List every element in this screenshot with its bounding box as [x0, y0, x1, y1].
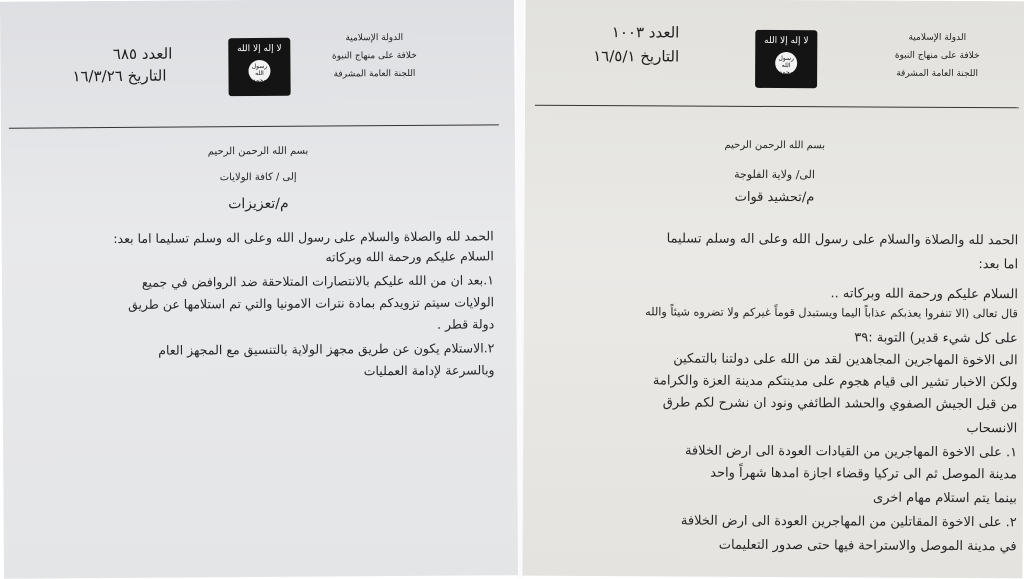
document-right	[522, 0, 1024, 578]
committee-name: اللجنة العامة المشرفة	[896, 68, 979, 80]
body-line: على كل شيء قدير) التوبة :٣٩	[854, 330, 1018, 347]
header-org-block	[877, 29, 997, 84]
header-divider	[535, 105, 1019, 109]
basmala: بسم الله الرحمن الرحيم	[207, 145, 309, 158]
logo-text: لا إله إلا الله	[764, 35, 809, 47]
body-line: الحمد لله والصلاة والسلام على رسول الله وعلى اله وسلم تسليما	[666, 231, 1019, 249]
header-org-block	[304, 29, 444, 84]
body-line: الى الاخوة المهاجرين المجاهدين لقد من الله على دولتنا بالتمكين	[673, 351, 1018, 369]
logo-text: لا إله إلا الله	[237, 43, 282, 55]
body-line: اما بعد:	[978, 257, 1019, 273]
body-line: الحمد لله والصلاة والسلام على رسول الله وعلى اله وسلم تسليما اما بعد:	[113, 228, 494, 247]
logo-seal: رسول الله محمد	[775, 52, 797, 74]
body-line: السلام عليكم ورحمة الله وبركاته ..	[830, 286, 1019, 303]
basmala: بسم الله الرحمن الرحيم	[724, 139, 826, 152]
body-line: قال تعالى (الا تنفروا يعذبكم عذاباً اليما ويستبدل قوماً غيركم ولا تضروه شيئاً والله	[645, 305, 1018, 321]
recipient-line: الى/ ولاية الفلوجة	[734, 167, 816, 182]
document-date: التاريخ ١٦/٣/٢٦	[72, 66, 167, 86]
header-divider	[9, 124, 499, 128]
logo-seal: رسول الله محمد	[248, 60, 270, 82]
body-line: ولكن الاخبار تشير الى قيام هجوم على مدينتكم مدينة العزة والكرامة	[652, 373, 1018, 391]
body-line: السلام عليكم ورحمة الله وبركاته	[325, 248, 494, 265]
caliphate-line: خلافة على منهاج النبوة	[331, 50, 417, 62]
flag-logo	[755, 30, 817, 88]
list-item: مدينة الموصل ثم الى تركيا وقضاء اجازة امدها شهراً واحد	[710, 465, 1018, 483]
document-date: التاريخ ١٦/٥/١	[593, 47, 680, 66]
body-line: من قبل الجيش الصفوي والحشد الطائفي ونود ان نشرح لكم طرق	[662, 395, 1018, 413]
body-line: ٢.الاستلام يكون عن طريق مجهز الولاية بالتنسيق مع المجهز العام	[158, 340, 495, 358]
body-line: دولة قطر .	[437, 316, 495, 332]
state-name: الدولة الإسلامية	[345, 32, 404, 44]
body-line: الولايات سيتم تزويدكم بمادة نترات الامونيا والتي تم استلامها عن طريق	[128, 294, 495, 312]
subject-line: م/تعزيزات	[228, 195, 289, 213]
document-number: العدد ٦٨٥	[112, 44, 173, 64]
state-name: الدولة الإسلامية	[908, 32, 967, 44]
list-item: بينما يتم استلام مهام اخرى	[873, 490, 1017, 507]
committee-name: اللجنة العامة المشرفة	[333, 68, 416, 80]
body-line: ١.بعد ان من الله عليكم بالانتصارات المتلاحقة ضد الروافض في جميع	[141, 272, 494, 290]
caliphate-line: خلافة على منهاج النبوة	[894, 50, 980, 62]
subject-line: م/تحشيد قوات	[734, 189, 815, 206]
document-number: العدد ١٠٠٣	[611, 23, 680, 42]
body-line: الانسحاب	[966, 421, 1018, 437]
body-line: وبالسرعة لإدامة العمليات	[363, 362, 495, 379]
flag-logo	[228, 38, 290, 96]
list-item: ١. على الاخوة المهاجرين من القيادات العودة الى ارض الخلافة	[684, 443, 1018, 461]
list-item: ٢. على الاخوة المقاتلين من المهاجرين العودة الى ارض الخلافة	[680, 513, 1017, 531]
list-item: في مدينة الموصل والاستراحة فيها حتى صدور التعليمات	[718, 537, 1017, 555]
recipient-line: إلى / كافة الولايات	[219, 171, 297, 184]
